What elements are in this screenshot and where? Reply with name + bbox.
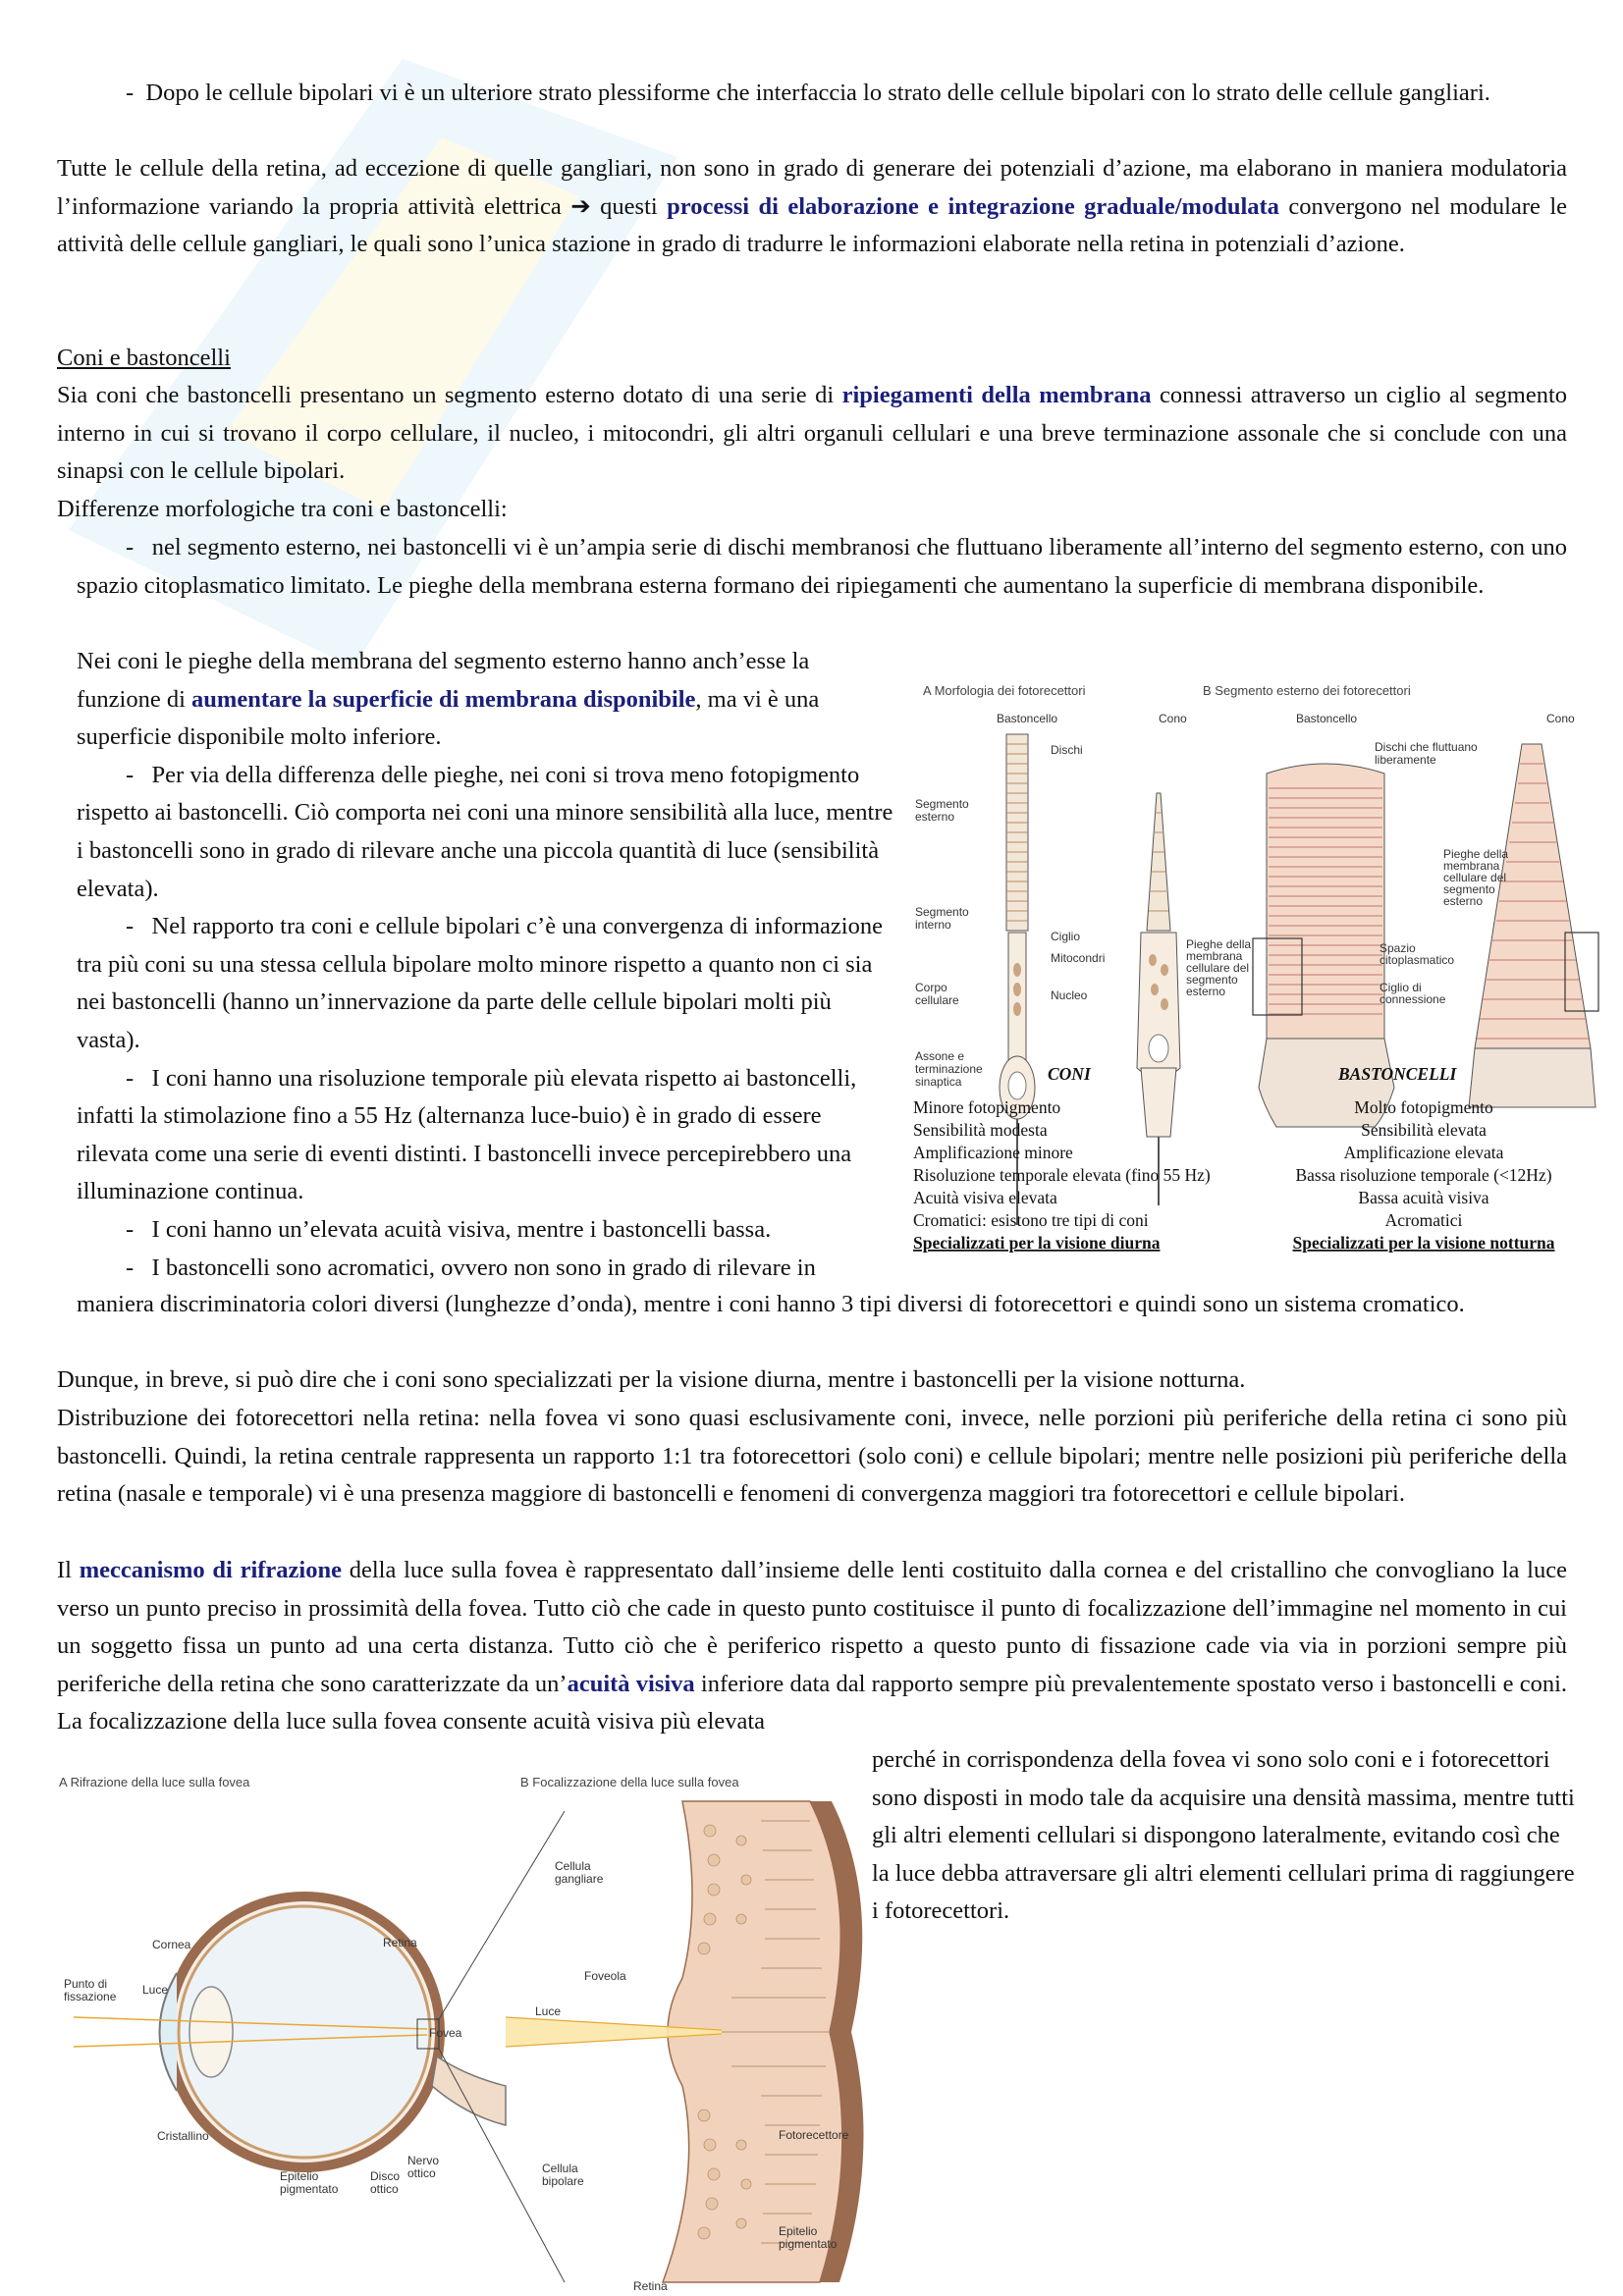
- highlight-processi: processi di elaborazione e integrazione graduale/modulata: [667, 192, 1279, 220]
- svg-text:sinaptica: sinaptica: [915, 1075, 962, 1089]
- paragraph-coni-bastoncelli: Sia coni che bastoncelli presentano un segmento esterno dotato di una serie di ripiegamenti della membrana connessi attraverso un ciglio al segmento interno in cui si trovano il corpo cellulare, il nucleo, i mitocondri, gli altri organuli cellulari e una breve terminazione assonale che si conclude con una sinapsi con le cellule bipolari.: [57, 382, 1568, 485]
- svg-text:segmento: segmento: [1443, 882, 1495, 896]
- svg-text:Foveola: Foveola: [584, 1969, 626, 1983]
- svg-text:esterno: esterno: [1443, 894, 1484, 908]
- svg-text:Nervo: Nervo: [407, 2154, 440, 2167]
- svg-text:gangliare: gangliare: [555, 1872, 604, 1886]
- fig1-col-bastoncello: Bastoncello: [997, 712, 1058, 725]
- svg-text:Segmento: Segmento: [915, 905, 969, 919]
- paragraph-rifrazione: Il meccanismo di rifrazione della luce sulla fovea è rappresentato dall’insieme delle lenti costituito dalla cornea e del cristallino che convogliano la luce verso un punto preciso in prossimità della fovea. Tutto ciò che cade in questo punto costituisce il punto di focalizzazione dell’immagine nel momento in cui un soggetto fissa un punto ad una certa distanza. Tutto ciò che è periferico rispetto a questo punto di fissazione cade via via in porzioni sempre più periferiche della retina che sono caratterizzate da un’acuità visiva inferiore data dal rapporto sempre più prevalentemente spostato verso i bastoncelli e coni. La focalizzazione della luce sulla fovea consente acuità visiva più elevata: [57, 1557, 1567, 1735]
- svg-text:pigmentato: pigmentato: [779, 2237, 838, 2251]
- svg-text:Retina: Retina: [383, 1936, 417, 1949]
- paragraph-retina-cells: Tutte le cellule della retina, ad eccezione di quelle gangliari, non sono in grado di generare dei potenziali d’azione, ma elaborano in maniera modulatoria l’informazione variando la propria attività elettrica ➔ questi processi di elaborazione e integrazione graduale/modulata convergono nel modulare le attività delle cellule gangliari, le quali sono l’unica stazione in grado di tradurre le informazioni elaborate nella retina in potenziali d’azione.: [57, 155, 1567, 258]
- fig1-lbl-dischi: Dischi: [1051, 743, 1083, 757]
- fig1-col-cono2: Cono: [1546, 712, 1575, 725]
- svg-text:segmento: segmento: [1186, 973, 1238, 987]
- figure-fovea: [54, 1762, 879, 2292]
- svg-text:connessione: connessione: [1380, 992, 1446, 1006]
- bullet-dash: -: [126, 80, 135, 106]
- svg-text:Pieghe della: Pieghe della: [1186, 937, 1252, 951]
- highlight-acuita: acuità visiva: [567, 1670, 695, 1697]
- svg-text:Segmento: Segmento: [915, 797, 969, 811]
- svg-text:esterno: esterno: [915, 810, 955, 824]
- fig1-lbl-nucleo: Nucleo: [1051, 988, 1088, 1002]
- svg-text:Cellula: Cellula: [555, 1859, 591, 1873]
- cone-outer-segment-diagram: [1469, 744, 1598, 1107]
- svg-text:Punto di: Punto di: [64, 1977, 108, 1991]
- highlight-ripiegamenti: ripiegamenti della membrana: [841, 382, 1152, 408]
- fig1-lbl-mitocondri: Mitocondri: [1051, 951, 1106, 965]
- left-column-text: Nei coni le pieghe della membrana del segmento esterno hanno anch’esse la funzione di aumentare la superficie di membrana disponibile, ma vi è una superficie disponibile molto inferiore. - Per via della differenza delle pieghe, nei coni si trova meno fotopigmento rispetto ai bastoncelli. Ciò comporta nei coni una minore sensibilità alla luce, mentre i bastoncelli sono in grado di rilevare anche una piccola quantità di luce (sensibilità elevata). - Nel rapporto tra coni e cellule bipolari c’è una convergenza di informazione tra più coni su una stessa cellula bipolare molto minore rispetto a quanto non ci sia nei bastoncelli (hanno un’innervazione da parte delle cellule bipolari molti più vasta). - I coni hanno una risoluzione temporale più elevata rispetto ai bastoncelli, infatti la stimolazione fino a 55 Hz (alternanza luce-buio) è in grado di essere rilevata come una serie di eventi distinti. I bastoncelli invece percepirebbero una illuminazione continua. - I coni hanno un’elevata acuità visiva, mentre i bastoncelli bassa. - I bastoncelli sono acromatici, ovvero non sono in grado di rilevare in: [77, 648, 893, 1281]
- svg-text:fissazione: fissazione: [64, 1990, 117, 2003]
- fig1-title-b: B Segmento esterno dei fotorecettori: [1203, 683, 1411, 698]
- svg-text:liberamente: liberamente: [1375, 753, 1436, 767]
- fig1-lbl-ciglio: Ciglio: [1051, 930, 1081, 943]
- svg-text:cellulare del: cellulare del: [1443, 871, 1507, 884]
- svg-text:bipolare: bipolare: [542, 2174, 584, 2188]
- svg-text:Sensibilità elevata: Sensibilità elevata: [1361, 1120, 1487, 1140]
- svg-text:Amplificazione elevata: Amplificazione elevata: [1343, 1143, 1504, 1162]
- svg-text:cellulare del: cellulare del: [1186, 961, 1250, 975]
- svg-text:Corpo: Corpo: [915, 981, 947, 994]
- svg-text:Luce: Luce: [535, 2004, 562, 2018]
- svg-text:Risoluzione temporale elevata: Risoluzione temporale elevata (fino 55 Hz): [913, 1165, 1211, 1185]
- svg-text:Acuità visiva elevata: Acuità visiva elevata: [913, 1188, 1057, 1207]
- fig2-title-a: A Rifrazione della luce sulla fovea: [59, 1775, 250, 1789]
- svg-text:Acromatici: Acromatici: [1384, 1210, 1463, 1230]
- cone-diagram: [1137, 793, 1180, 1205]
- svg-text:Epitelio: Epitelio: [280, 2169, 319, 2183]
- eye-diagram: [74, 1811, 565, 2282]
- svg-text:Dischi che fluttuano: Dischi che fluttuano: [1375, 740, 1478, 754]
- svg-text:Cellula: Cellula: [542, 2162, 578, 2175]
- paragraph-fovea-coni: perché in corrispondenza della fovea vi sono solo coni e i fotorecettori sono disposti in modo tale da acquisire una densità massima, mentre tutti gli altri elementi cellulari si dispongono lateralmente, evitando così che la luce debba attraversare gli altri elementi cellulari prima di raggiungere i fotorecettori.: [872, 1746, 1575, 1925]
- svg-text:ottico: ottico: [370, 2182, 399, 2196]
- svg-text:membrana: membrana: [1443, 859, 1500, 873]
- bullet-segmento-esterno: - nel segmento esterno, nei bastoncelli vi è un’ampia serie di dischi membranosi che fluttuano liberamente all’interno del segmento esterno, con uno spazio citoplasmatico limitato. Le pieghe della membrana esterna formano dei ripiegamenti che aumentano la superficie di membrana disponibile.: [77, 534, 1567, 599]
- svg-text:pigmentato: pigmentato: [280, 2182, 339, 2196]
- fig1-caption-bastoncelli: BASTONCELLI: [1338, 1064, 1457, 1084]
- svg-text:Fotorecettore: Fotorecettore: [779, 2128, 849, 2142]
- fig1-caption-coni: CONI: [1048, 1064, 1091, 1084]
- svg-text:Amplificazione minore: Amplificazione minore: [913, 1143, 1073, 1162]
- svg-text:Cornea: Cornea: [152, 1938, 191, 1951]
- paragraph-distribuzione: Distribuzione dei fotorecettori nella retina: nella fovea vi sono quasi esclusivamente coni, invece, nelle porzioni più periferiche della retina ci sono più bastoncelli. Quindi, la retina centrale rappresenta un rapporto 1:1 tra fotorecettori (solo coni) e cellule bipolari; mentre nelle posizioni più periferiche della retina (nasale e temporale) vi è una presenza maggiore di bastoncelli e fenomeni di convergenza maggiori tra fotorecettori e cellule bipolari.: [57, 1405, 1567, 1508]
- svg-text:Cromatici: esistono tre tipi d: Cromatici: esistono tre tipi di coni: [913, 1210, 1149, 1230]
- svg-text:Assone e: Assone e: [915, 1049, 965, 1063]
- figure-photoreceptors: [913, 675, 1620, 1284]
- svg-text:terminazione: terminazione: [915, 1062, 983, 1076]
- svg-text:Pieghe della: Pieghe della: [1443, 847, 1509, 861]
- svg-text:Bassa acuità visiva: Bassa acuità visiva: [1358, 1188, 1489, 1207]
- fig2-title-b: B Focalizzazione della luce sulla fovea: [520, 1775, 739, 1789]
- svg-text:Fovea: Fovea: [429, 2026, 462, 2040]
- paragraph-bipolar-layer: - Dopo le cellule bipolari vi è un ulteriore strato plessiforme che interfaccia lo strato delle cellule bipolari con lo strato delle cellule gangliari.: [126, 80, 1490, 106]
- svg-text:esterno: esterno: [1186, 985, 1226, 998]
- svg-text:Disco: Disco: [370, 2169, 401, 2183]
- svg-text:Luce: Luce: [142, 1983, 169, 1997]
- fig1-title-a: A Morfologia dei fotorecettori: [923, 683, 1086, 698]
- svg-text:cellulare: cellulare: [915, 993, 959, 1007]
- svg-text:Minore fotopigmento: Minore fotopigmento: [913, 1097, 1061, 1117]
- svg-text:membrana: membrana: [1186, 949, 1243, 963]
- svg-text:Specializzati per la visione n: Specializzati per la visione notturna: [1292, 1233, 1555, 1253]
- svg-text:Retina: Retina: [633, 2279, 668, 2292]
- svg-text:Cristallino: Cristallino: [157, 2129, 209, 2143]
- svg-text:Epitelio: Epitelio: [779, 2224, 818, 2238]
- section-heading: Coni e bastoncelli: [57, 345, 231, 371]
- highlight-superficie: aumentare la superficie di membrana disponibile: [191, 685, 696, 713]
- paragraph-differenze: Differenze morfologiche tra coni e bastoncelli:: [57, 496, 508, 522]
- svg-text:Ciglio di: Ciglio di: [1380, 981, 1422, 994]
- svg-text:interno: interno: [915, 918, 951, 932]
- fig1-col-bastoncello2: Bastoncello: [1296, 712, 1358, 725]
- svg-text:Bassa risoluzione temporale (<: Bassa risoluzione temporale (<12Hz): [1295, 1165, 1552, 1185]
- fig1-col-cono: Cono: [1159, 712, 1187, 725]
- svg-text:citoplasmatico: citoplasmatico: [1380, 953, 1455, 967]
- bullet-acromatici-cont: maniera discriminatoria colori diversi (lunghezze d’onda), mentre i coni hanno 3 tipi diversi di fotorecettori e quindi sono un sistema cromatico.: [77, 1291, 1465, 1317]
- svg-text:Specializzati per la visione d: Specializzati per la visione diurna: [913, 1233, 1161, 1253]
- svg-text:Sensibilità modesta: Sensibilità modesta: [913, 1120, 1048, 1140]
- svg-text:ottico: ottico: [407, 2166, 436, 2180]
- svg-text:Spazio: Spazio: [1380, 941, 1416, 955]
- svg-text:Molto fotopigmento: Molto fotopigmento: [1354, 1097, 1493, 1117]
- paragraph-dunque: Dunque, in breve, si può dire che i coni sono specializzati per la visione diurna, mentre i bastoncelli per la visione notturna.: [57, 1366, 1246, 1393]
- highlight-meccanismo: meccanismo di rifrazione: [79, 1557, 342, 1583]
